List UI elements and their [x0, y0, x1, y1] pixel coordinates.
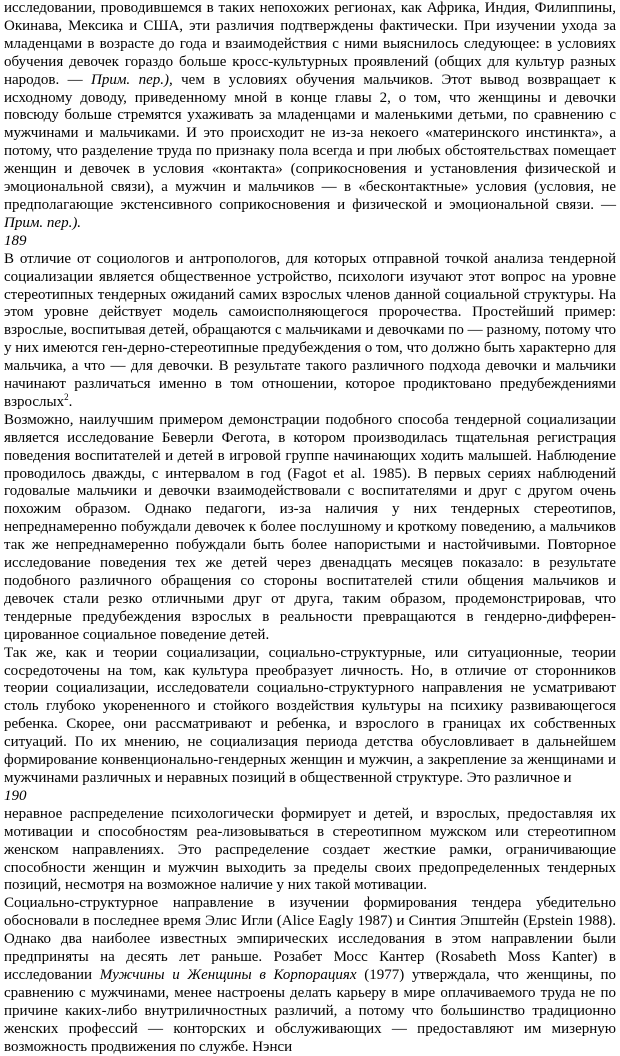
page-number-189: 189 — [4, 232, 27, 249]
text-run: чем в условиях обучения мальчиков. Этот вывод возвращает к исходному доводу, приведенному мной в конце главы 2, о том, что женщины и девочки повсюду больше стремятся ухаживать за младенцами и маленькими детьми, по сравнению с мужчинами и мальчиками. И это происходит не из-за некоего «материнского инстинкта», а потому, что разделение труда по признаку пола всегда и при любых обстоятельствах помещает женщин и девочек в условия «контакта» (соприкосновения и установления физической и эмоциональной связи), а мужчин и мальчиков — в «бесконтактные» условия (условия, не предполагающие экстенсивного соприкосновения и физической и эмоциональной связи. — — [4, 71, 617, 213]
text-run: (1977) утверждала, что женщины, по сравнению с мужчинами, менее настроены делать карьеру в мире оплачиваемого труда не по причине каких-либо внутриличностных различий, а потому что большинство традиционно женских профессий — конторских и обслуживающих — предоставляют им мизерную возможность продвижения по службе. Нэнси — [4, 966, 617, 1055]
translator-note: Прим. пер.). — [4, 214, 82, 231]
text-run: Социально-структурное направление в изучении формирования тендера убедительно обосновали в последнее время Элис Игли (Alice Eagly 1987) и Синтия Эпштейн (Epstein 1988). Однако два наиболее известных эмпирических исследования в этом направлении были предприняты на десять лет раньше. Розабет Мосс Кантер (Rosabeth Moss Kanter) в исследовании — [4, 895, 616, 983]
paragraph-2 — [4, 251, 616, 412]
page-number-190: 190 — [4, 787, 27, 804]
text-run: Возможно, наилучшим примером демонстрации подобного способа тендерной социализации является исследование Беверли Фегота, в котором производилась тщательная регистрация поведения воспитателей и детей в игровой группе начинающих ходить малышей. Наблюдение проводилось дважды, с интервалом в год (Fagot et al. 1985). В первых сериях наблюдений годовалые мальчики и девочки взаимодействовали с воспитателями и друг с другом очень похожим образом. Однако педагоги, из-за наличия у них тендерных стереотипов, непреднамеренно побуждали девочек к более послушному и кроткому поведению, а мальчиков так же непреднамеренно побуждали быть более напористыми и настойчивыми. Повторное исследование поведения тех же детей через двенадцать месяцев показало: в результате подобного различного обращения со стороны воспитателей стили общения мальчиков и девочек стали резко отличными друг от друга, таким образом, продемонстрировав, что тендерные предубеждения взрослых в реальности превращаются в гендерно-дифферен-цированное социальное поведение детей. — [4, 411, 616, 643]
text-run: Так же, как и теории социализации, социально-структурные, или ситуационные, теории сосредоточены на том, как культура преобразует личность. Но, в отличие от сторонников теории социализации, исследователи социально-структурного направления не усматривают столь глубоко укорененного и стойкого воздействия культуры на психику развивающегося ребенка. Скорее, они рассматривают и ребенка, и взрослого в границах их собственных ситуаций. По их мнению, не социализация периода детства обусловливает в дальнейшем формирование конвенционально-гендерных женщин и мужчин, а закрепление за женщинами и мужчинами различных и неравных позиций в общественной структуре. Это различное и — [4, 644, 616, 786]
paragraph-5 — [4, 806, 616, 896]
book-title: Мужчины и Женщины в Корпорациях — [99, 966, 357, 983]
text-run: . — [68, 393, 73, 410]
translator-note: Прим. пер.), — [91, 71, 173, 88]
text-run: исследовании, проводившемся в таких непохожих регионах, как Африка, Индия, Филиппины, Окинава, Мексика и США, эти различия подтверждены фактически. При изучении ухода за младенцами в возрасте до года и взаимодействия с ними выяснилось следующее: в условиях обучения девочек гораздо больше кросс-культурных проявлений (общих для культур разных народов. — — [4, 0, 616, 88]
paragraph-3 — [4, 412, 616, 645]
paragraph-1 — [4, 0, 616, 233]
paragraph-4 — [4, 645, 616, 788]
text-run: В отличие от социологов и антропологов, для которых отправной точкой анализа тендерной социализации является общественное устройство, психологи изучают этот вопрос на уровне стереотипных тендерных ожиданий самих взрослых членов данной социальной структуры. На этом уровне действует модель самоисполняющегося пророчества. Простейший пример: взрослые, воспитывая детей, обращаются с мальчиками и девочками по — разному, потому что у них имеются ген-дерно-стереотипные предубеждения о том, что должно быть характерно для мальчика, а что — для девочки. В результате такого различного подхода девочки и мальчики начинают различаться именно в том отношении, которое продиктовано предубеждениями взрослых — [4, 250, 616, 410]
text-run: неравное распределение психологически формирует и детей, и взрослых, предоставляя их мотивации и способностям реа-лизовываться в стереотипном мужском или стереотипном женском направлениях. Это распределение создает жесткие рамки, ограничивающие способности женщин и мужчин выходить за пределы своих предопределенных тендерных позиций, несмотря на возможное наличие у них такой мотивации. — [4, 805, 616, 894]
footnote-ref[interactable]: 2 — [64, 391, 69, 402]
paragraph-6 — [4, 895, 616, 1056]
